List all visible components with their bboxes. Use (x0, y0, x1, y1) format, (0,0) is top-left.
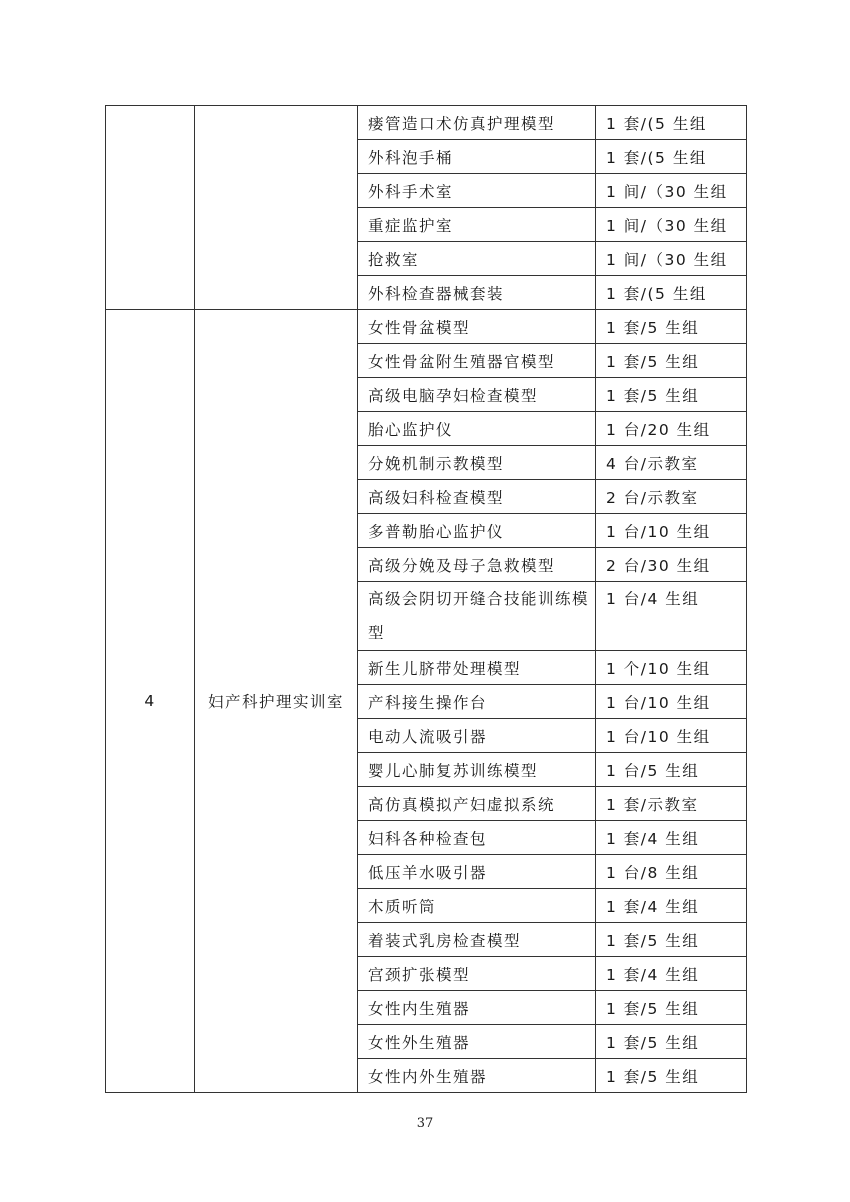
equipment-quantity-cell: 1 台/10 生组 (596, 719, 747, 753)
equipment-quantity-cell: 4 台/示教室 (596, 446, 747, 480)
equipment-name-cell: 高级会阴切开缝合技能训练模型 (358, 582, 596, 651)
equipment-table-body (106, 106, 747, 1093)
equipment-name-cell: 电动人流吸引器 (358, 719, 596, 753)
equipment-quantity-cell: 2 台/30 生组 (596, 548, 747, 582)
equipment-name-cell: 胎心监护仪 (358, 412, 596, 446)
equipment-name-cell: 高级电脑孕妇检查模型 (358, 378, 596, 412)
room-name-cell: 妇产科护理实训室 (195, 310, 358, 1093)
equipment-quantity-cell: 1 套/5 生组 (596, 1059, 747, 1093)
equipment-name-cell: 外科泡手桶 (358, 140, 596, 174)
equipment-name-cell: 女性内生殖器 (358, 991, 596, 1025)
equipment-quantity-cell: 1 套/5 生组 (596, 310, 747, 344)
table-row (106, 310, 747, 344)
equipment-name-cell: 低压羊水吸引器 (358, 855, 596, 889)
equipment-name-cell: 木质听筒 (358, 889, 596, 923)
equipment-name-cell: 高级妇科检查模型 (358, 480, 596, 514)
equipment-quantity-cell: 1 套/5 生组 (596, 344, 747, 378)
room-name-cell (195, 106, 358, 310)
equipment-name-cell: 女性内外生殖器 (358, 1059, 596, 1093)
equipment-quantity-cell: 1 台/10 生组 (596, 514, 747, 548)
serial-number-cell: 4 (106, 310, 195, 1093)
equipment-name-cell: 女性外生殖器 (358, 1025, 596, 1059)
equipment-quantity-cell: 1 套/5 生组 (596, 991, 747, 1025)
equipment-quantity-cell: 1 套/5 生组 (596, 378, 747, 412)
equipment-name-cell: 抢救室 (358, 242, 596, 276)
equipment-quantity-cell: 1 台/4 生组 (596, 582, 747, 651)
equipment-quantity-cell: 1 间/（30 生组 (596, 208, 747, 242)
equipment-name-cell: 重症监护室 (358, 208, 596, 242)
equipment-name-cell: 多普勒胎心监护仪 (358, 514, 596, 548)
equipment-quantity-cell: 2 台/示教室 (596, 480, 747, 514)
equipment-name-cell: 女性骨盆模型 (358, 310, 596, 344)
equipment-name-cell: 女性骨盆附生殖器官模型 (358, 344, 596, 378)
equipment-quantity-cell: 1 套/4 生组 (596, 821, 747, 855)
equipment-name-cell: 产科接生操作台 (358, 685, 596, 719)
equipment-quantity-cell: 1 套/5 生组 (596, 1025, 747, 1059)
equipment-name-cell: 高级分娩及母子急救模型 (358, 548, 596, 582)
equipment-quantity-cell: 1 套/示教室 (596, 787, 747, 821)
equipment-quantity-cell: 1 套/4 生组 (596, 957, 747, 991)
equipment-name-cell: 宫颈扩张模型 (358, 957, 596, 991)
equipment-quantity-cell: 1 个/10 生组 (596, 651, 747, 685)
equipment-quantity-cell: 1 间/（30 生组 (596, 242, 747, 276)
equipment-name-cell: 分娩机制示教模型 (358, 446, 596, 480)
equipment-name-cell: 外科检查器械套装 (358, 276, 596, 310)
page-number: 37 (416, 1116, 434, 1131)
equipment-name-cell: 新生儿脐带处理模型 (358, 651, 596, 685)
equipment-name-cell: 外科手术室 (358, 174, 596, 208)
equipment-quantity-cell: 1 套/(5 生组 (596, 276, 747, 310)
equipment-quantity-cell: 1 套/(5 生组 (596, 140, 747, 174)
equipment-name-cell: 婴儿心肺复苏训练模型 (358, 753, 596, 787)
serial-number-cell (106, 106, 195, 310)
equipment-quantity-cell: 1 台/5 生组 (596, 753, 747, 787)
equipment-quantity-cell: 1 套/(5 生组 (596, 106, 747, 140)
equipment-quantity-cell: 1 台/10 生组 (596, 685, 747, 719)
equipment-quantity-cell: 1 台/8 生组 (596, 855, 747, 889)
equipment-name-cell: 高仿真模拟产妇虚拟系统 (358, 787, 596, 821)
equipment-quantity-cell: 1 台/20 生组 (596, 412, 747, 446)
equipment-table (105, 105, 747, 1093)
equipment-name-cell: 瘘管造口术仿真护理模型 (358, 106, 596, 140)
equipment-name-cell: 着装式乳房检查模型 (358, 923, 596, 957)
equipment-quantity-cell: 1 套/5 生组 (596, 923, 747, 957)
equipment-name-cell: 妇科各种检查包 (358, 821, 596, 855)
equipment-quantity-cell: 1 套/4 生组 (596, 889, 747, 923)
equipment-quantity-cell: 1 间/（30 生组 (596, 174, 747, 208)
table-row (106, 106, 747, 140)
